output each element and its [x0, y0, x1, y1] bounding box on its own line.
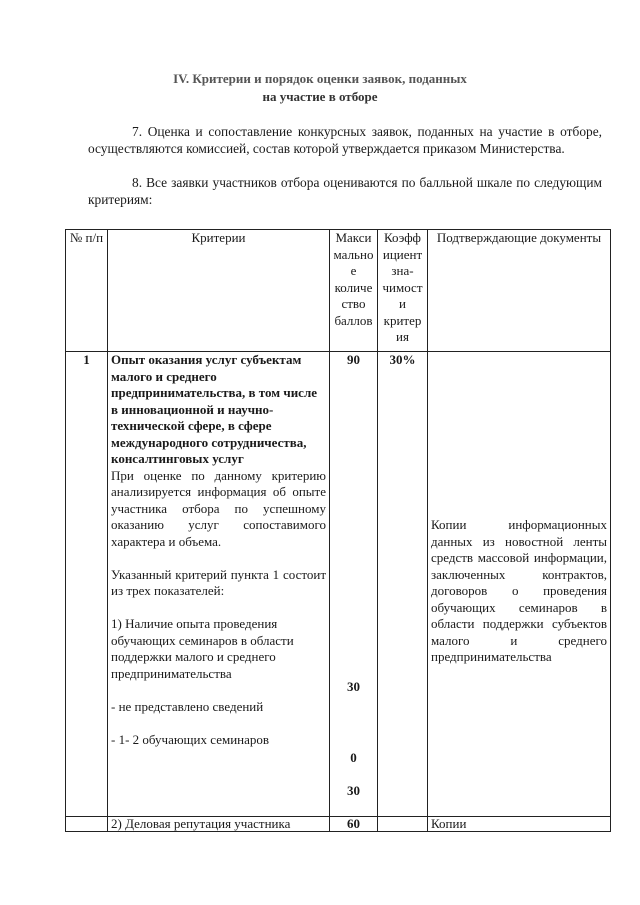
- header-coef: Коэфф ициент зна- чимост и критер ия: [378, 230, 428, 352]
- row1-analysis: При оценке по данному критерию анализируется информация об опыте участника отбора по успешному оказанию услуг сопоставимого характера и объема.: [111, 467, 326, 549]
- row1-coef: 30%: [378, 352, 428, 817]
- section-title-line2: на участие в отборе: [262, 89, 378, 104]
- row2-max: 60: [330, 817, 378, 832]
- row1-option-1-2: - 1- 2 обучающих семинаров: [111, 731, 270, 747]
- row1-max-total: 90: [347, 352, 360, 367]
- row2-num: [66, 817, 108, 832]
- row1-composed: Указанный критерий пункта 1 состоит из трех показателей:: [111, 566, 326, 598]
- row2-criteria: 2) Деловая репутация участника: [108, 817, 330, 832]
- paragraph-8: 8. Все заявки участников отбора оцениваются по балльной шкале по следующим критериям:: [88, 175, 602, 207]
- section-title-line1: IV. Критерии и порядок оценки заявок, поданных: [173, 71, 467, 86]
- row1-docs: Копии информационных данных из новостной ленты средств массовой информации, заключенных контрактов, договоров о проведения обучающих семинаров в области поддержки субъектов малого и среднего предпринимательства: [431, 517, 607, 664]
- row1-max: [330, 352, 378, 817]
- header-max: Макси мально е количе ство баллов: [330, 230, 378, 352]
- row1-criteria: [108, 352, 330, 817]
- row1-num: 1: [66, 352, 108, 817]
- table-row: [66, 352, 611, 817]
- header-docs: Подтверждающие документы: [428, 230, 611, 352]
- row1-docs-cell: [428, 352, 611, 817]
- row1-option-none: - не представлено сведений: [111, 698, 264, 714]
- criteria-table: [65, 229, 611, 832]
- paragraph-7: 7. Оценка и сопоставление конкурсных заявок, поданных на участие в отборе, осуществляются комиссией, состав которой утверждается приказом Министерства.: [88, 124, 602, 156]
- table-row: [66, 817, 611, 832]
- row1-score-none: 0: [350, 750, 357, 765]
- row2-coef: [378, 817, 428, 832]
- row1-indicator1: 1) Наличие опыта проведения обучающих семинаров в области поддержки малого и среднего предпринимательства: [111, 616, 294, 681]
- header-criteria: Критерии: [108, 230, 330, 352]
- table-header-row: [66, 230, 611, 352]
- row2-docs: Копии: [428, 817, 611, 832]
- header-num: № п/п: [66, 230, 108, 352]
- row1-score-1-2: 30: [347, 783, 360, 798]
- row1-max-ind1: 30: [347, 679, 360, 694]
- row1-title: Опыт оказания услуг субъектам малого и среднего предпринимательства, в том числе в инновационной и научно-технической сфере, в сфере международного сотрудничества, консалтинговых услуг: [111, 352, 318, 466]
